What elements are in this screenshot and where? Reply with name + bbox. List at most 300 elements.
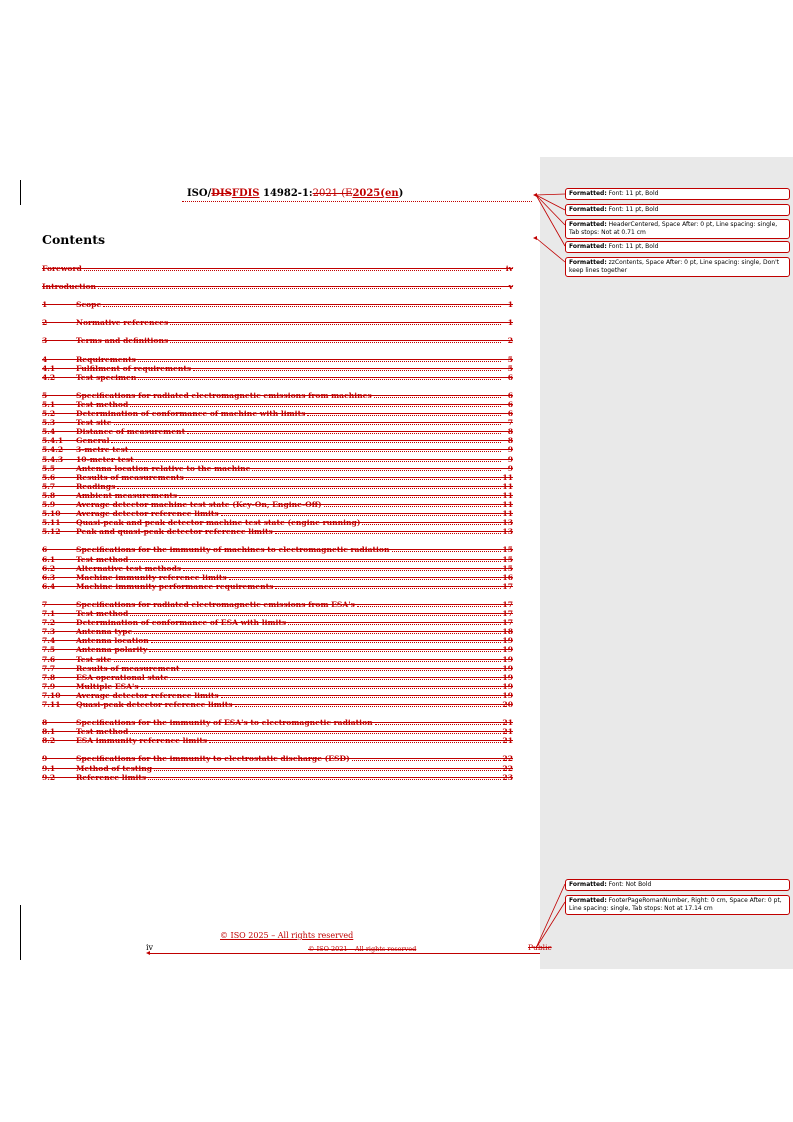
toc-strikethrough bbox=[42, 677, 513, 678]
toc-dot-leader bbox=[151, 642, 501, 643]
comment-text: FooterPageRomanNumber, Right: 0 cm, Space After: 0 pt, Line spacing: single, Tab stops: Not at 17.14 cm bbox=[569, 897, 782, 912]
toc-dot-leader bbox=[130, 451, 501, 452]
toc-entry-page: 9 bbox=[507, 463, 513, 473]
toc-entry-title: Determination of conformance of machine with limits bbox=[76, 409, 306, 418]
toc-entry[interactable] bbox=[42, 618, 513, 627]
toc-entry[interactable] bbox=[42, 400, 513, 409]
toc-entry[interactable] bbox=[42, 582, 513, 591]
toc-dot-leader bbox=[186, 479, 501, 480]
toc-entry[interactable] bbox=[42, 445, 513, 454]
toc-strikethrough bbox=[42, 286, 513, 287]
toc-strikethrough bbox=[42, 459, 513, 460]
toc-entry[interactable] bbox=[42, 500, 513, 509]
footer-line bbox=[148, 953, 540, 954]
header-inserted-fdis: FDIS bbox=[231, 188, 260, 199]
toc-entry[interactable] bbox=[42, 754, 513, 763]
toc-entry-title: Antenna location bbox=[76, 636, 149, 646]
toc-entry-title: Normative references bbox=[76, 318, 169, 328]
header-deleted-year: 2021 (E bbox=[312, 188, 353, 199]
toc-strikethrough bbox=[42, 268, 513, 269]
toc-dot-leader bbox=[392, 551, 501, 552]
toc-dot-leader bbox=[307, 415, 501, 416]
toc-entry[interactable] bbox=[42, 682, 513, 691]
toc-entry-title: Fulfilment of requirements bbox=[76, 363, 192, 373]
toc-entry-number: 5.3 bbox=[42, 418, 56, 428]
toc-strikethrough bbox=[42, 668, 513, 669]
toc-dot-leader bbox=[235, 706, 501, 707]
toc-dot-leader bbox=[170, 679, 501, 680]
toc-strikethrough bbox=[42, 704, 513, 705]
toc-strikethrough bbox=[42, 395, 513, 396]
toc-strikethrough bbox=[42, 604, 513, 605]
toc-entry-title: Results of measurement bbox=[76, 663, 180, 673]
toc-entry[interactable] bbox=[42, 282, 513, 291]
toc-dot-leader bbox=[170, 324, 501, 325]
toc-entry-title: Determination of conformance of ESA with limits bbox=[76, 618, 287, 628]
toc-entry-title: Specifications for the immunity of ESA's to electromagnetic radiation bbox=[76, 718, 373, 728]
toc-dot-leader bbox=[149, 651, 501, 652]
toc-dot-leader bbox=[154, 770, 501, 771]
toc-entry-page: 22 bbox=[502, 763, 513, 773]
toc-entry-page: 19 bbox=[502, 690, 513, 700]
toc-entry[interactable] bbox=[42, 727, 513, 736]
toc-entry-number: 5.4.3 bbox=[42, 454, 64, 464]
toc-strikethrough bbox=[42, 577, 513, 578]
toc-entry-page: 19 bbox=[502, 672, 513, 682]
toc-entry-number: 7.3 bbox=[42, 627, 56, 637]
toc-strikethrough bbox=[42, 559, 513, 560]
toc-entry-title: 10-meter test bbox=[76, 454, 134, 464]
comment-label: Formatted: bbox=[569, 259, 607, 266]
toc-entry-number: 5.6 bbox=[42, 472, 56, 482]
toc-entry-number: 9.2 bbox=[42, 772, 56, 782]
toc-entry-number: 7.4 bbox=[42, 636, 56, 646]
toc-dot-leader bbox=[252, 470, 501, 471]
toc-entry[interactable] bbox=[42, 264, 513, 273]
toc-entry-page: 11 bbox=[502, 472, 513, 482]
toc-entry-title: Test method bbox=[76, 727, 129, 737]
toc-entry-page: 7 bbox=[507, 418, 513, 428]
toc-entry[interactable] bbox=[42, 509, 513, 518]
toc-strikethrough bbox=[42, 531, 513, 532]
formatting-comment[interactable] bbox=[565, 188, 790, 200]
toc-dot-leader bbox=[114, 661, 501, 662]
toc-entry-title: Test site bbox=[76, 418, 112, 428]
toc-entry-page: 6 bbox=[507, 390, 513, 400]
toc-strikethrough bbox=[42, 549, 513, 550]
toc-entry-page: 8 bbox=[507, 436, 513, 446]
toc-entry[interactable] bbox=[42, 482, 513, 491]
toc-dot-leader bbox=[98, 288, 501, 289]
toc-dot-leader bbox=[117, 488, 501, 489]
toc-entry-number: 7.1 bbox=[42, 609, 56, 618]
toc-entry[interactable] bbox=[42, 473, 513, 482]
toc-entry-number: 4.1 bbox=[42, 363, 56, 373]
toc-entry-title: Quasi-peak and peak detector machine test state (engine running) bbox=[76, 518, 361, 528]
toc-dot-leader bbox=[352, 760, 501, 761]
toc-entry-title: Method of testing bbox=[76, 763, 153, 773]
formatting-comment[interactable] bbox=[565, 257, 790, 277]
toc-entry-title: Test method bbox=[76, 399, 129, 409]
toc-strikethrough bbox=[42, 568, 513, 569]
toc-entry-title: Test method bbox=[76, 609, 129, 618]
toc-entry-number: 4.2 bbox=[42, 372, 56, 382]
toc-entry-title: Distance of measurement bbox=[76, 427, 186, 437]
toc-strikethrough bbox=[42, 322, 513, 323]
toc-entry[interactable] bbox=[42, 718, 513, 727]
toc-entry-number: 6 bbox=[42, 545, 48, 555]
toc-entry-title: Specifications for radiated electromagnetic emissions from machines bbox=[76, 390, 372, 400]
toc-strikethrough bbox=[42, 449, 513, 450]
toc-entry[interactable] bbox=[42, 364, 513, 373]
toc-entry-page: 1 bbox=[507, 318, 513, 328]
toc-strikethrough bbox=[42, 731, 513, 732]
toc-entry[interactable] bbox=[42, 300, 513, 309]
footer-copyright: © ISO 2025 – All rights reserved bbox=[220, 931, 354, 940]
toc-entry-page: 19 bbox=[502, 645, 513, 655]
toc-entry-page: 18 bbox=[502, 627, 513, 637]
document-header bbox=[187, 188, 403, 199]
toc-entry[interactable] bbox=[42, 700, 513, 709]
toc-entry-title: Test site bbox=[76, 654, 112, 664]
toc-entry[interactable] bbox=[42, 355, 513, 364]
toc-dot-leader bbox=[193, 370, 501, 371]
toc-entry[interactable] bbox=[42, 609, 513, 618]
toc-entry-number: 7.6 bbox=[42, 654, 56, 664]
footer-old-copyright: © ISO 2021 – All rights reserved bbox=[308, 945, 417, 953]
toc-entry-page: 20 bbox=[502, 700, 513, 709]
toc-dot-leader bbox=[183, 570, 501, 571]
toc-strikethrough bbox=[42, 722, 513, 723]
toc-entry-number: 5.12 bbox=[42, 527, 61, 537]
toc-entry-page: 17 bbox=[502, 618, 513, 628]
toc-entry-page: 13 bbox=[502, 518, 513, 528]
comment-label: Formatted: bbox=[569, 881, 607, 888]
toc-entry-number: 7.5 bbox=[42, 645, 56, 655]
toc-strikethrough bbox=[42, 422, 513, 423]
toc-dot-leader bbox=[138, 379, 501, 380]
toc-entry[interactable] bbox=[42, 409, 513, 418]
toc-entry[interactable] bbox=[42, 673, 513, 682]
toc-entry-number: 7.2 bbox=[42, 618, 56, 628]
toc-entry-number: 5.10 bbox=[42, 509, 61, 519]
toc-entry-page: 21 bbox=[502, 718, 513, 728]
formatting-comment[interactable] bbox=[565, 241, 790, 253]
toc-entry[interactable] bbox=[42, 764, 513, 773]
toc-entry-page: 16 bbox=[502, 572, 513, 582]
toc-entry-title: Peak and quasi-peak detector reference limits bbox=[76, 527, 273, 537]
toc-entry-number: 2 bbox=[42, 318, 48, 328]
formatting-comment[interactable] bbox=[565, 879, 790, 891]
toc-entry[interactable] bbox=[42, 773, 513, 782]
toc-strikethrough bbox=[42, 486, 513, 487]
toc-dot-leader bbox=[84, 270, 501, 271]
toc-dot-leader bbox=[374, 397, 501, 398]
formatting-comment[interactable] bbox=[565, 204, 790, 216]
toc-entry[interactable] bbox=[42, 545, 513, 554]
toc-entry-number: 9.1 bbox=[42, 763, 56, 773]
toc-entry-page: 15 bbox=[502, 545, 513, 555]
toc-entry[interactable] bbox=[42, 664, 513, 673]
toc-dot-leader bbox=[209, 742, 501, 743]
toc-dot-leader bbox=[130, 406, 501, 407]
toc-entry-title: Alternative test methods bbox=[76, 563, 182, 573]
toc-entry-title: Scope bbox=[76, 300, 102, 310]
toc-entry-page: 22 bbox=[502, 754, 513, 764]
toc-entry[interactable] bbox=[42, 564, 513, 573]
toc-entry-number: 5.4.1 bbox=[42, 436, 64, 446]
toc-entry[interactable] bbox=[42, 427, 513, 436]
toc-entry[interactable] bbox=[42, 573, 513, 582]
toc-entry-page: 17 bbox=[502, 609, 513, 618]
toc-strikethrough bbox=[42, 304, 513, 305]
toc-entry-page: 17 bbox=[502, 581, 513, 591]
toc-dot-leader bbox=[130, 733, 501, 734]
toc-dot-leader bbox=[187, 433, 501, 434]
toc-strikethrough bbox=[42, 622, 513, 623]
comment-text: Font: 11 pt, Bold bbox=[606, 206, 659, 213]
toc-strikethrough bbox=[42, 640, 513, 641]
toc-entry-title: ESA operational state bbox=[76, 672, 169, 682]
toc-entry-number: 9 bbox=[42, 754, 48, 764]
toc-entry-number: 5.7 bbox=[42, 481, 56, 491]
toc-strikethrough bbox=[42, 777, 513, 778]
toc-dot-leader bbox=[148, 779, 501, 780]
toc-dot-leader bbox=[136, 461, 501, 462]
toc-entry-number: 6.3 bbox=[42, 572, 56, 582]
toc-strikethrough bbox=[42, 340, 513, 341]
toc-dot-leader bbox=[324, 506, 501, 507]
toc-strikethrough bbox=[42, 504, 513, 505]
toc-entry-page: 21 bbox=[502, 727, 513, 737]
toc-strikethrough bbox=[42, 468, 513, 469]
toc-entry-page: 13 bbox=[502, 527, 513, 537]
toc-entry-page: 23 bbox=[502, 772, 513, 782]
toc-entry[interactable] bbox=[42, 436, 513, 445]
comment-label: Formatted: bbox=[569, 221, 607, 228]
toc-dot-leader bbox=[130, 561, 501, 562]
comment-text: HeaderCentered, Space After: 0 pt, Line spacing: single, Tab stops: Not at 0.71 cm bbox=[569, 221, 778, 236]
toc-dot-leader bbox=[229, 579, 501, 580]
toc-entry-page: 15 bbox=[502, 563, 513, 573]
toc-entry-number: 5.5 bbox=[42, 463, 56, 473]
toc-strikethrough bbox=[42, 768, 513, 769]
toc-entry[interactable] bbox=[42, 555, 513, 564]
toc-strikethrough bbox=[42, 522, 513, 523]
toc-entry[interactable] bbox=[42, 391, 513, 400]
toc-entry-number: 5.2 bbox=[42, 409, 56, 418]
toc-dot-leader bbox=[103, 306, 501, 307]
toc-entry-number: 6.4 bbox=[42, 581, 56, 591]
toc-entry-page: 11 bbox=[502, 490, 513, 500]
toc-entry-page: 11 bbox=[502, 509, 513, 519]
toc-entry-title: Specifications for the immunity to electrostatic discharge (ESD) bbox=[76, 754, 350, 764]
toc-entry-title: Test method bbox=[76, 554, 129, 564]
toc-dot-leader bbox=[114, 424, 501, 425]
toc-entry-page: 19 bbox=[502, 636, 513, 646]
toc-entry[interactable] bbox=[42, 464, 513, 473]
toc-entry-page: 6 bbox=[507, 372, 513, 382]
toc-entry-number: 5.9 bbox=[42, 500, 56, 509]
toc-entry-number: 5.11 bbox=[42, 518, 61, 528]
toc-entry-number: 7 bbox=[42, 599, 48, 609]
toc-entry-title: Multiple ESA's bbox=[76, 681, 139, 691]
comment-text: Font: 11 pt, Bold bbox=[606, 243, 659, 250]
toc-entry[interactable] bbox=[42, 418, 513, 427]
toc-strikethrough bbox=[42, 431, 513, 432]
toc-strikethrough bbox=[42, 413, 513, 414]
contents-title: Contents bbox=[42, 232, 106, 247]
toc-entry-number: 5.8 bbox=[42, 490, 56, 500]
toc-entry[interactable] bbox=[42, 655, 513, 664]
toc-strikethrough bbox=[42, 631, 513, 632]
header-middle: 14982-1: bbox=[259, 188, 313, 199]
toc-strikethrough bbox=[42, 740, 513, 741]
toc-entry-number: 7.7 bbox=[42, 663, 56, 673]
comment-label: Formatted: bbox=[569, 897, 607, 904]
toc-entry-number: 6.2 bbox=[42, 563, 56, 573]
toc-entry[interactable] bbox=[42, 636, 513, 645]
header-inserted-year: 2025(en bbox=[352, 188, 399, 199]
toc-entry-title: Antenna type bbox=[76, 627, 133, 637]
toc-entry-page: 17 bbox=[502, 599, 513, 609]
comment-label: Formatted: bbox=[569, 206, 607, 213]
header-underline bbox=[182, 201, 532, 202]
toc-entry-title: Average detector reference limits bbox=[76, 690, 219, 700]
comment-text: Font: 11 pt, Bold bbox=[606, 190, 659, 197]
toc-dot-leader bbox=[275, 533, 501, 534]
toc-dot-leader bbox=[357, 606, 501, 607]
toc-entry[interactable] bbox=[42, 691, 513, 700]
comment-text: Font: Not Bold bbox=[606, 881, 652, 888]
toc-entry-number: 8.1 bbox=[42, 727, 56, 737]
toc-entry[interactable] bbox=[42, 736, 513, 745]
toc-entry-page: 6 bbox=[507, 409, 513, 418]
toc-dot-leader bbox=[221, 697, 501, 698]
toc-entry-page: iv bbox=[505, 264, 513, 273]
toc-entry-title: Introduction bbox=[42, 282, 97, 292]
toc-strikethrough bbox=[42, 686, 513, 687]
toc-strikethrough bbox=[42, 404, 513, 405]
toc-strikethrough bbox=[42, 695, 513, 696]
toc-entry-title: Requirements bbox=[76, 354, 136, 364]
toc-strikethrough bbox=[42, 377, 513, 378]
toc-entry-number: 7.10 bbox=[42, 690, 61, 700]
toc-dot-leader bbox=[275, 588, 501, 589]
toc-entry-title: Average detector machine test state (Key-On, Engine-Off) bbox=[76, 500, 322, 509]
toc-entry-number: 5.4 bbox=[42, 427, 56, 437]
toc-entry-title: 3-metre test bbox=[76, 445, 129, 455]
toc-dot-leader bbox=[111, 442, 501, 443]
header-deleted-dis: DIS bbox=[211, 188, 232, 199]
toc-entry-title: Reference limits bbox=[76, 772, 147, 782]
toc-entry[interactable] bbox=[42, 518, 513, 527]
toc-entry-page: 1 bbox=[507, 300, 513, 310]
toc-strikethrough bbox=[42, 659, 513, 660]
toc-strikethrough bbox=[42, 477, 513, 478]
toc-entry-title: Specifications for the immunity of machines to electromagnetic radiation bbox=[76, 545, 390, 555]
toc-entry-page: 5 bbox=[507, 354, 513, 364]
toc-dot-leader bbox=[134, 633, 501, 634]
toc-entry[interactable] bbox=[42, 455, 513, 464]
toc-dot-leader bbox=[138, 361, 501, 362]
toc-entry-number: 5.1 bbox=[42, 399, 56, 409]
toc-dot-leader bbox=[362, 524, 501, 525]
toc-entry-title: Results of measurements bbox=[76, 472, 184, 482]
toc-dot-leader bbox=[375, 724, 501, 725]
toc-dot-leader bbox=[288, 624, 501, 625]
toc-entry-page: 8 bbox=[507, 427, 513, 437]
header-suffix: ) bbox=[398, 188, 404, 199]
toc-entry-page: 19 bbox=[502, 663, 513, 673]
toc-entry-number: 7.9 bbox=[42, 681, 56, 691]
toc-entry-title: Test specimen bbox=[76, 372, 137, 382]
toc-entry-page: 11 bbox=[502, 481, 513, 491]
toc-strikethrough bbox=[42, 359, 513, 360]
toc-entry-title: Antenna polarity bbox=[76, 645, 148, 655]
toc-entry-page: 9 bbox=[507, 454, 513, 464]
toc-entry[interactable] bbox=[42, 318, 513, 327]
toc-strikethrough bbox=[42, 758, 513, 759]
toc-dot-leader bbox=[182, 670, 501, 671]
toc-entry-page: 11 bbox=[502, 500, 513, 509]
toc-entry-number: 4 bbox=[42, 354, 48, 364]
comment-label: Formatted: bbox=[569, 190, 607, 197]
toc-entry-number: 1 bbox=[42, 300, 48, 310]
toc-strikethrough bbox=[42, 613, 513, 614]
formatting-comment[interactable] bbox=[565, 895, 790, 915]
toc-entry-number: 6.1 bbox=[42, 554, 56, 564]
formatting-comment[interactable] bbox=[565, 219, 790, 239]
toc-strikethrough bbox=[42, 368, 513, 369]
toc-entry-number: 3 bbox=[42, 336, 48, 346]
toc-entry[interactable] bbox=[42, 527, 513, 536]
toc-entry-title: Average detector reference limits bbox=[76, 509, 219, 519]
toc-entry[interactable] bbox=[42, 336, 513, 345]
toc-entry[interactable] bbox=[42, 373, 513, 382]
comment-label: Formatted: bbox=[569, 243, 607, 250]
toc-dot-leader bbox=[141, 688, 501, 689]
toc-entry-number: 5.4.2 bbox=[42, 445, 64, 455]
toc-entry-title: Machine immunity reference limits bbox=[76, 572, 227, 582]
toc-entry[interactable] bbox=[42, 600, 513, 609]
toc-entry-number: 7.11 bbox=[42, 700, 61, 709]
footer-public-label: Public bbox=[528, 943, 552, 952]
toc-entry-title: Ambient measurements bbox=[76, 490, 178, 500]
toc-entry[interactable] bbox=[42, 627, 513, 636]
toc-entry-title: Specifications for radiated electromagnetic emissions from ESA's bbox=[76, 599, 355, 609]
toc-entry-page: 6 bbox=[507, 399, 513, 409]
toc-entry[interactable] bbox=[42, 491, 513, 500]
toc-dot-leader bbox=[170, 342, 501, 343]
toc-entry[interactable] bbox=[42, 645, 513, 654]
toc-entry-title: Quasi-peak detector reference limits bbox=[76, 700, 233, 709]
toc-entry-number: 8 bbox=[42, 718, 48, 728]
toc-dot-leader bbox=[221, 515, 501, 516]
toc-strikethrough bbox=[42, 495, 513, 496]
toc-strikethrough bbox=[42, 513, 513, 514]
toc-entry-page: 19 bbox=[502, 654, 513, 664]
toc-entry-title: ESA immunity reference limits bbox=[76, 736, 208, 746]
toc-dot-leader bbox=[179, 497, 501, 498]
toc-entry-number: 7.8 bbox=[42, 672, 56, 682]
toc-entry-title: Antenna location relative to the machine bbox=[76, 463, 251, 473]
toc-entry-title: Foreword bbox=[42, 264, 82, 273]
toc-entry-title: General bbox=[76, 436, 110, 446]
toc-entry-title: Readings bbox=[76, 481, 116, 491]
toc-dot-leader bbox=[130, 615, 501, 616]
toc-entry-number: 8.2 bbox=[42, 736, 56, 746]
